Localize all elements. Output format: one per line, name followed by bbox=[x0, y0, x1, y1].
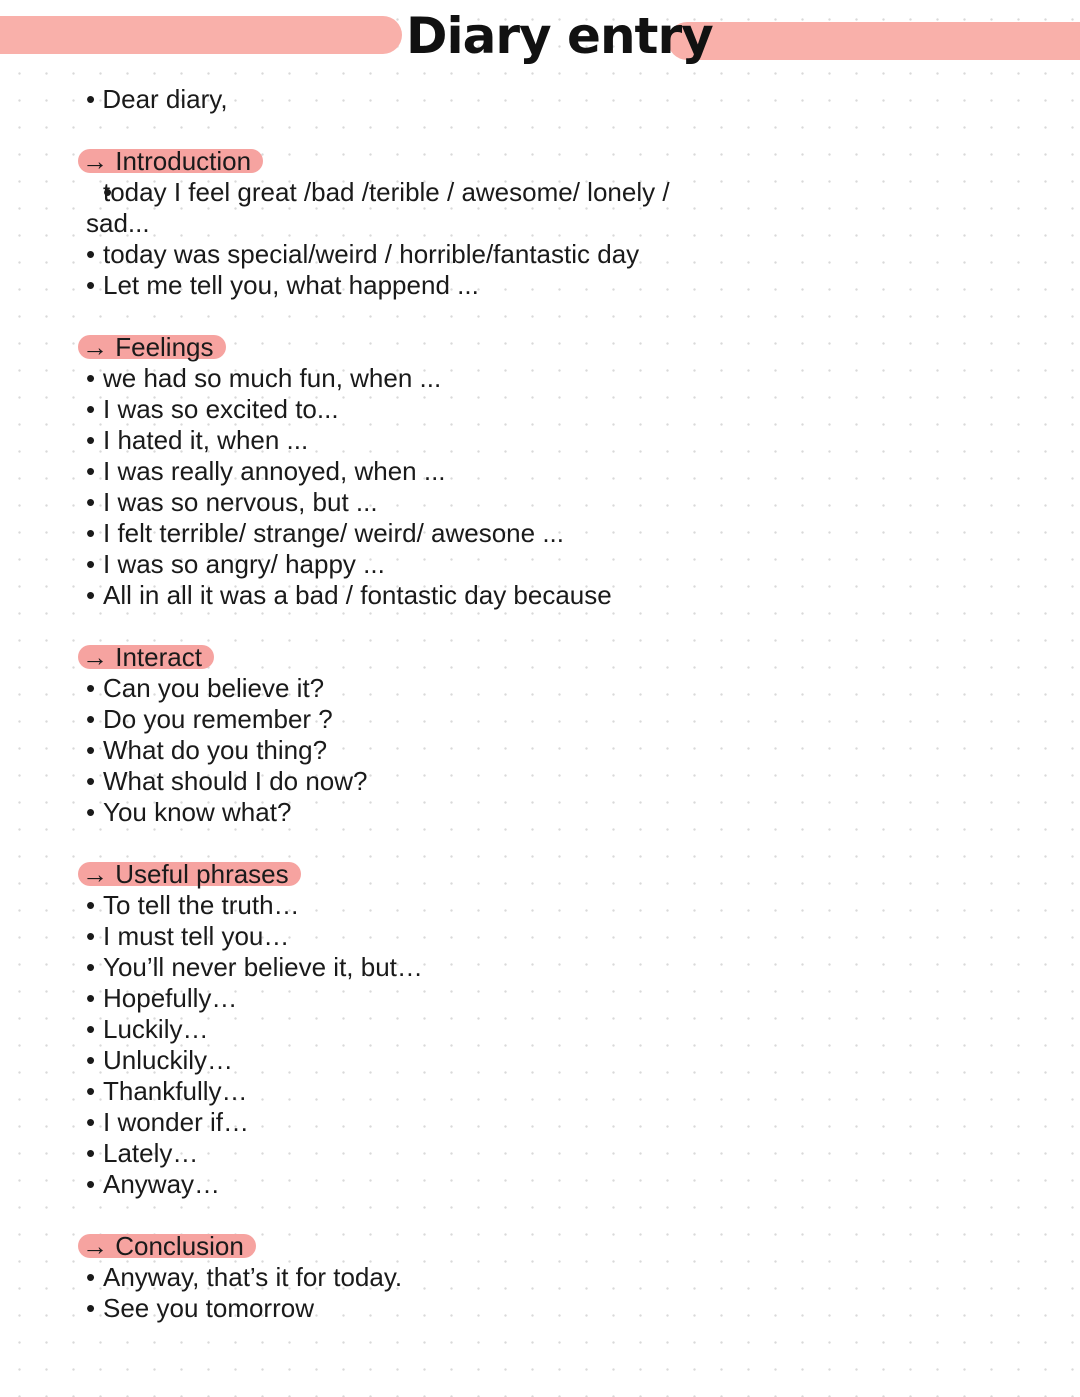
section-header-highlight: → Conclusion bbox=[78, 1234, 256, 1258]
section-header-highlight: → Feelings bbox=[78, 335, 226, 359]
bullet-item: • today was special/weird / horrible/fantastic day bbox=[86, 239, 726, 270]
bullet-list bbox=[86, 890, 726, 1200]
bullet-list bbox=[86, 177, 726, 301]
bullet-item: • I was so excited to... bbox=[86, 394, 726, 425]
section-header bbox=[82, 332, 726, 363]
bullet-list bbox=[86, 363, 726, 611]
bullet-item: • To tell the truth… bbox=[86, 890, 726, 921]
bullet-item: • I wonder if… bbox=[86, 1107, 726, 1138]
bullet-item: • Let me tell you, what happend ... bbox=[86, 270, 726, 301]
bullet-item: • I hated it, when ... bbox=[86, 425, 726, 456]
bullet-item: • Hopefully… bbox=[86, 983, 726, 1014]
bullet-item: • You know what? bbox=[86, 797, 726, 828]
bullet-item: • I must tell you… bbox=[86, 921, 726, 952]
section-header bbox=[82, 859, 726, 890]
bullet-item: • What should I do now? bbox=[86, 766, 726, 797]
bullet-item: • Anyway… bbox=[86, 1169, 726, 1200]
section-header-highlight: → Interact bbox=[78, 645, 214, 669]
bullet-item: • we had so much fun, when ... bbox=[86, 363, 726, 394]
page-title: Diary entry bbox=[406, 7, 713, 65]
section-header bbox=[82, 146, 726, 177]
bullet-item: • Do you remember ? bbox=[86, 704, 726, 735]
bullet-item: • See you tomorrow bbox=[86, 1293, 726, 1324]
bullet-item: • Unluckily… bbox=[86, 1045, 726, 1076]
title-banner-left bbox=[0, 16, 402, 54]
bullet-item: • I was so nervous, but ... bbox=[86, 487, 726, 518]
bullet-item: • Luckily… bbox=[86, 1014, 726, 1045]
section-feelings bbox=[82, 332, 726, 611]
section-header-highlight: → Introduction bbox=[78, 149, 263, 173]
section-header bbox=[82, 642, 726, 673]
bullet-item: • today I feel great /bad /terible / awesome/ lonely / sad... bbox=[86, 177, 726, 239]
section-header-highlight: → Useful phrases bbox=[78, 862, 301, 886]
bullet-list bbox=[86, 673, 726, 828]
bullet-list bbox=[86, 1262, 726, 1324]
bullet-item: • I felt terrible/ strange/ weird/ awesone ... bbox=[86, 518, 726, 549]
section-header bbox=[82, 1231, 726, 1262]
section-introduction bbox=[82, 146, 726, 301]
bullet-item: • What do you thing? bbox=[86, 735, 726, 766]
bullet-item: • I was really annoyed, when ... bbox=[86, 456, 726, 487]
section-useful-phrases bbox=[82, 859, 726, 1200]
bullet-item: • Can you believe it? bbox=[86, 673, 726, 704]
greeting-line bbox=[86, 84, 726, 115]
bullet-item: • Dear diary, bbox=[86, 84, 228, 114]
bullet-item: • Lately… bbox=[86, 1138, 726, 1169]
bullet-item: • Thankfully… bbox=[86, 1076, 726, 1107]
bullet-item: • You’ll never believe it, but… bbox=[86, 952, 726, 983]
bullet-item: • I was so angry/ happy ... bbox=[86, 549, 726, 580]
section-interact bbox=[82, 642, 726, 828]
section-conclusion bbox=[82, 1231, 726, 1324]
bullet-item: • Anyway, that’s it for today. bbox=[86, 1262, 726, 1293]
notes-content bbox=[82, 84, 726, 1324]
title-banner-right bbox=[668, 22, 1080, 60]
bullet-item: • All in all it was a bad / fontastic day because bbox=[86, 580, 726, 611]
